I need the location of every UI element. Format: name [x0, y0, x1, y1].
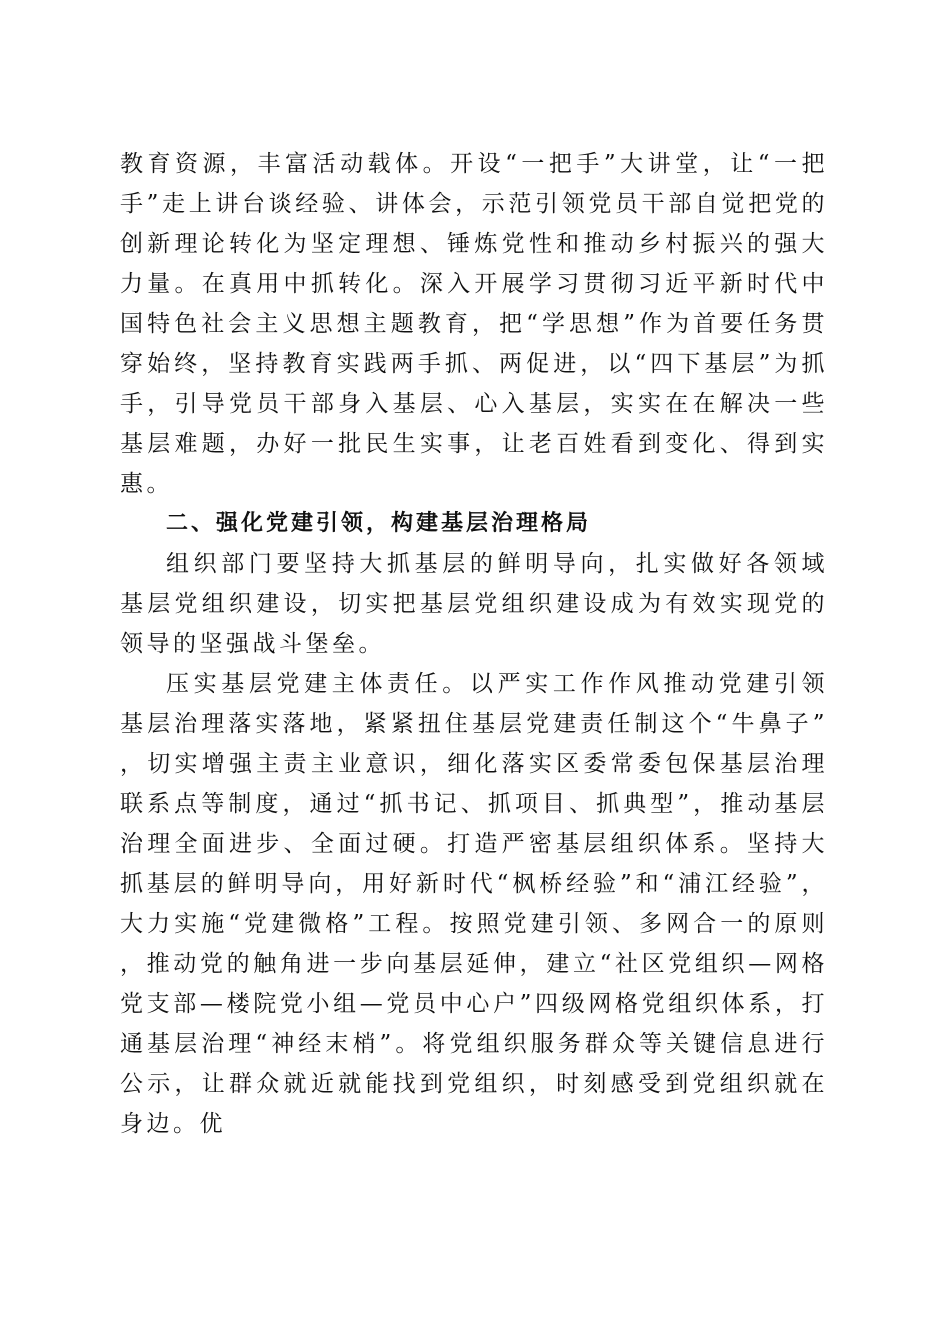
section-heading-party-leadership: 二、强化党建引领，构建基层治理格局: [166, 511, 592, 536]
paragraph-organization-departments: 组织部门要坚持大抓基层的鲜明导向，扎实做好各领域基层党组织建设，切实把基层党组织建设成为有效实现党的领导的坚强战斗堡垒。: [120, 551, 828, 657]
paragraph-education-resources: 教育资源，丰富活动载体。开设“一把手”大讲堂，让“一把手”走上讲台谈经验、讲体会，示范引领党员干部自觉把党的创新理论转化为坚定理想、锤炼党性和推动乡村振兴的强大力量。在真用中抓转化。深入开展学习贯彻习近平新时代中国特色社会主义思想主题教育，把“学思想”作为首要任务贯穿始终，坚持教育实践两手抓、两促进，以“四下基层”为抓手，引导党员干部身入基层、心入基层，实实在在解决一些基层难题，办好一批民生实事，让老百姓看到变化、得到实惠。: [120, 151, 828, 497]
paragraph-grassroots-responsibility: 压实基层党建主体责任。以严实工作作风推动党建引领基层治理落实落地，紧紧扭住基层党建责任制这个“牛鼻子”，切实增强主责主业意识，细化落实区委常委包保基层治理联系点等制度，通过“抓书记、抓项目、抓典型”，推动基层治理全面进步、全面过硬。打造严密基层组织体系。坚持大抓基层的鲜明导向，用好新时代“枫桥经验”和“浦江经验”，大力实施“党建微格”工程。按照党建引领、多网合一的原则，推动党的触角进一步向基层延伸，建立“社区党组织—网格党支部—楼院党小组—党员中心户”四级网格党组织体系，打通基层治理“神经末梢”。将党组织服务群众等关键信息进行公示，让群众就近就能找到党组织，时刻感受到党组织就在身边。优: [120, 671, 828, 1137]
document-body: [120, 144, 828, 1144]
